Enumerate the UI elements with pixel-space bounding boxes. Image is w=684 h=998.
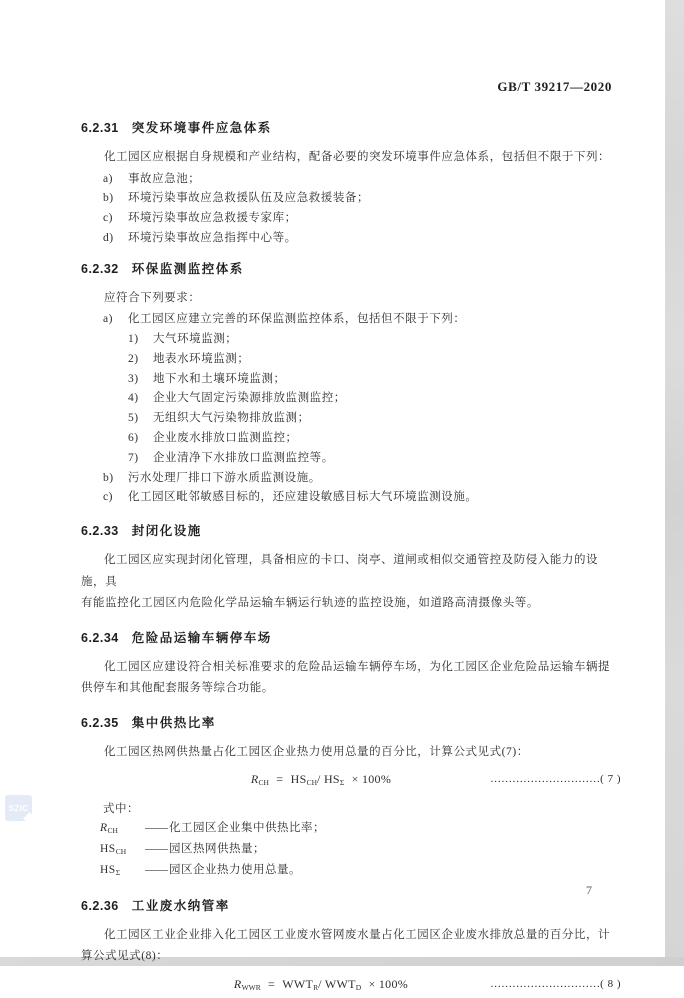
paragraph-line: 化工园区应根据自身规模和产业结构，配备必要的突发环境事件应急体系，包括但不限于下列： [104,151,611,163]
formula-leader [490,773,621,785]
section-6-2-34 [81,631,621,700]
formula-variable: HS [323,772,340,787]
formula-variable: WWT [282,976,314,991]
sublist-item [128,429,621,449]
formula-number: ( 7 ) [600,773,621,786]
standard-number-header: GB/T 39217—2020 [497,79,612,94]
list-item [103,229,621,249]
formula-variable: HS [290,772,307,787]
section-title: 危险品运输车辆停车场 [131,630,272,645]
section-heading [81,716,621,730]
definition-text: 园区企业热力使用总量。 [169,864,301,877]
sublist-item [128,330,621,350]
paragraph-line: 供停车和其他配套服务等综合功能。 [81,682,274,695]
list-item [103,310,621,330]
section-paragraph [81,550,621,615]
equals-sign: = [268,976,276,991]
lettered-list [81,310,621,508]
formula-subscript: WWR [241,982,261,992]
section-paragraph [81,657,621,700]
section-heading [81,121,621,135]
formula-variable: WWT [324,976,356,991]
list-item-text: 地下水和土壤环境监测； [153,372,286,385]
list-item [103,488,621,508]
list-item-text: 环境污染事故应急救援专家库； [128,212,297,225]
formula-7 [81,772,621,793]
list-item [103,170,621,190]
list-item-text: 环境污染事故应急救援队伍及应急救援装备； [128,192,369,205]
equals-sign: = [276,772,284,787]
section-number: 6.2.31 [81,121,119,135]
list-marker: 3) [128,372,139,385]
section-6-2-33 [81,524,621,615]
formula-subscript: Σ [339,778,345,788]
list-marker: 7) [128,451,139,464]
list-marker: 1) [128,332,139,345]
list-item-text: 事故应急池； [128,172,201,185]
section-title: 环保监测监控体系 [131,261,244,276]
list-item-text: 大气环境监测； [153,332,238,345]
definition-text: 园区热网供热量； [169,842,265,855]
paragraph-line: 有能监控化工园区内危险化学品运输车辆运行轨迹的监控设施，如道路高清摄像头等。 [81,597,539,610]
list-item-text: 化工园区应建立完善的环保监测监控体系，包括但不限于下列： [128,313,466,326]
section-paragraph [81,288,621,310]
where-label: 式中： [103,803,139,816]
formula-expression [81,772,561,787]
list-marker: a) [103,172,114,185]
section-number: 6.2.32 [81,261,119,276]
definition-text: 化工园区企业集中供热比率； [169,821,325,834]
formula-variable: R [250,772,259,787]
formula-subscript: CH [258,778,269,788]
section-6-2-32 [81,262,621,508]
section-heading [81,631,621,645]
list-item-text: 企业废水排放口监测监控； [153,431,298,444]
lettered-list [81,170,621,249]
list-item-text: 无组织大气污染物排放监测； [153,412,310,425]
list-item-text: 环境污染事故应急指挥中心等。 [128,231,297,244]
leader-dots: ………………………… [490,977,601,990]
formula-subscript: CH [115,846,127,856]
paragraph-line: 应符合下列要求： [104,291,201,304]
section-heading [81,262,621,276]
section-heading [81,524,621,538]
list-item-text: 化工园区毗邻敏感目标的，还应建设敏感目标大气环境监测设施。 [128,491,478,504]
formula-variable: HS [100,864,116,877]
scanner-watermark-logo: SZIC [5,795,32,821]
divide-sign: / [318,976,322,991]
section-number: 6.2.34 [81,630,119,645]
definition-dash: —— [145,864,168,877]
formula-expression [81,977,561,992]
formula-leader [490,978,621,990]
divide-sign: / [316,772,321,787]
section-title: 集中供热比率 [131,715,216,730]
definition-symbol [100,840,145,861]
numbered-sublist [103,330,621,469]
formula-tail: × 100% [368,976,409,991]
sublist-item [128,370,621,390]
formula-number: ( 8 ) [600,977,621,990]
sublist-item [128,350,621,370]
sublist-item [128,449,621,469]
section-paragraph [81,742,621,764]
scan-edge-right [665,0,684,966]
formula-variable: R [100,821,108,834]
section-paragraph [81,147,621,169]
definition-dash: —— [145,842,168,855]
list-marker: c) [103,212,114,225]
section-6-2-31 [81,121,621,249]
formula-subscript: CH [306,778,317,788]
leader-dots: ………………………… [490,773,601,786]
list-marker: 6) [128,431,139,444]
paragraph-line: 化工园区工业企业排入化工园区工业废水管网废水量占化工园区企业废水排放总量的百分比，计 [104,928,611,941]
definition-row [81,819,621,840]
formula-subscript: R [313,982,319,992]
section-number: 6.2.36 [81,898,119,913]
sublist-item [128,409,621,429]
definition-row [81,861,621,882]
list-item-text: 企业大气固定污染源排放监测监控； [153,392,346,405]
paragraph-line: 化工园区热网供热量占化工园区企业热力使用总量的百分比，计算公式见式(7)： [104,745,529,758]
formula-variable: HS [100,842,116,855]
list-marker: b) [103,471,114,484]
section-6-2-36 [81,899,621,998]
section-title: 突发环境事件应急体系 [131,121,272,135]
list-marker: 4) [128,392,139,405]
section-6-2-35 [81,716,621,883]
list-marker: d) [103,231,114,244]
definition-symbol [100,861,145,882]
definition-dash: —— [145,821,168,834]
formula-8 [81,977,621,998]
formula-subscript: D [355,982,362,992]
section-heading [81,899,621,913]
list-marker: c) [103,491,114,504]
list-item-text: 企业清净下水排放口监测监控等。 [153,451,334,464]
page-number: 7 [586,883,592,897]
formula-tail: × 100% [351,772,392,787]
paragraph-line: 算公式见式(8)： [81,950,169,963]
formula-subscript: Σ [115,868,121,878]
section-number: 6.2.35 [81,715,119,730]
list-item [103,189,621,209]
paragraph-line: 化工园区应实现封闭化管理，具备相应的卡口、岗亭、道闸或相似交通管控及防侵入能力的设施，具 [81,554,599,588]
list-item-text: 地表水环境监测； [153,352,250,365]
sublist-item [128,389,621,409]
page-content [81,0,621,998]
list-marker: 2) [128,352,139,365]
section-paragraph [81,925,621,968]
list-item [103,209,621,229]
list-marker: a) [103,313,114,326]
paragraph-line: 化工园区应建设符合相关标准要求的危险品运输车辆停车场，为化工园区企业危险品运输车辆提 [104,660,611,673]
section-number: 6.2.33 [81,524,119,539]
list-marker: b) [103,192,114,205]
section-title: 封闭化设施 [131,524,202,539]
list-item [103,469,621,489]
list-item-text: 污水处理厂排口下游水质监测设施。 [128,471,321,484]
list-marker: 5) [128,412,139,425]
formula-variable: R [233,976,242,991]
definition-symbol [100,819,145,840]
formula-subscript: CH [107,825,118,835]
definition-row [81,840,621,861]
section-title: 工业废水纳管率 [131,898,230,913]
